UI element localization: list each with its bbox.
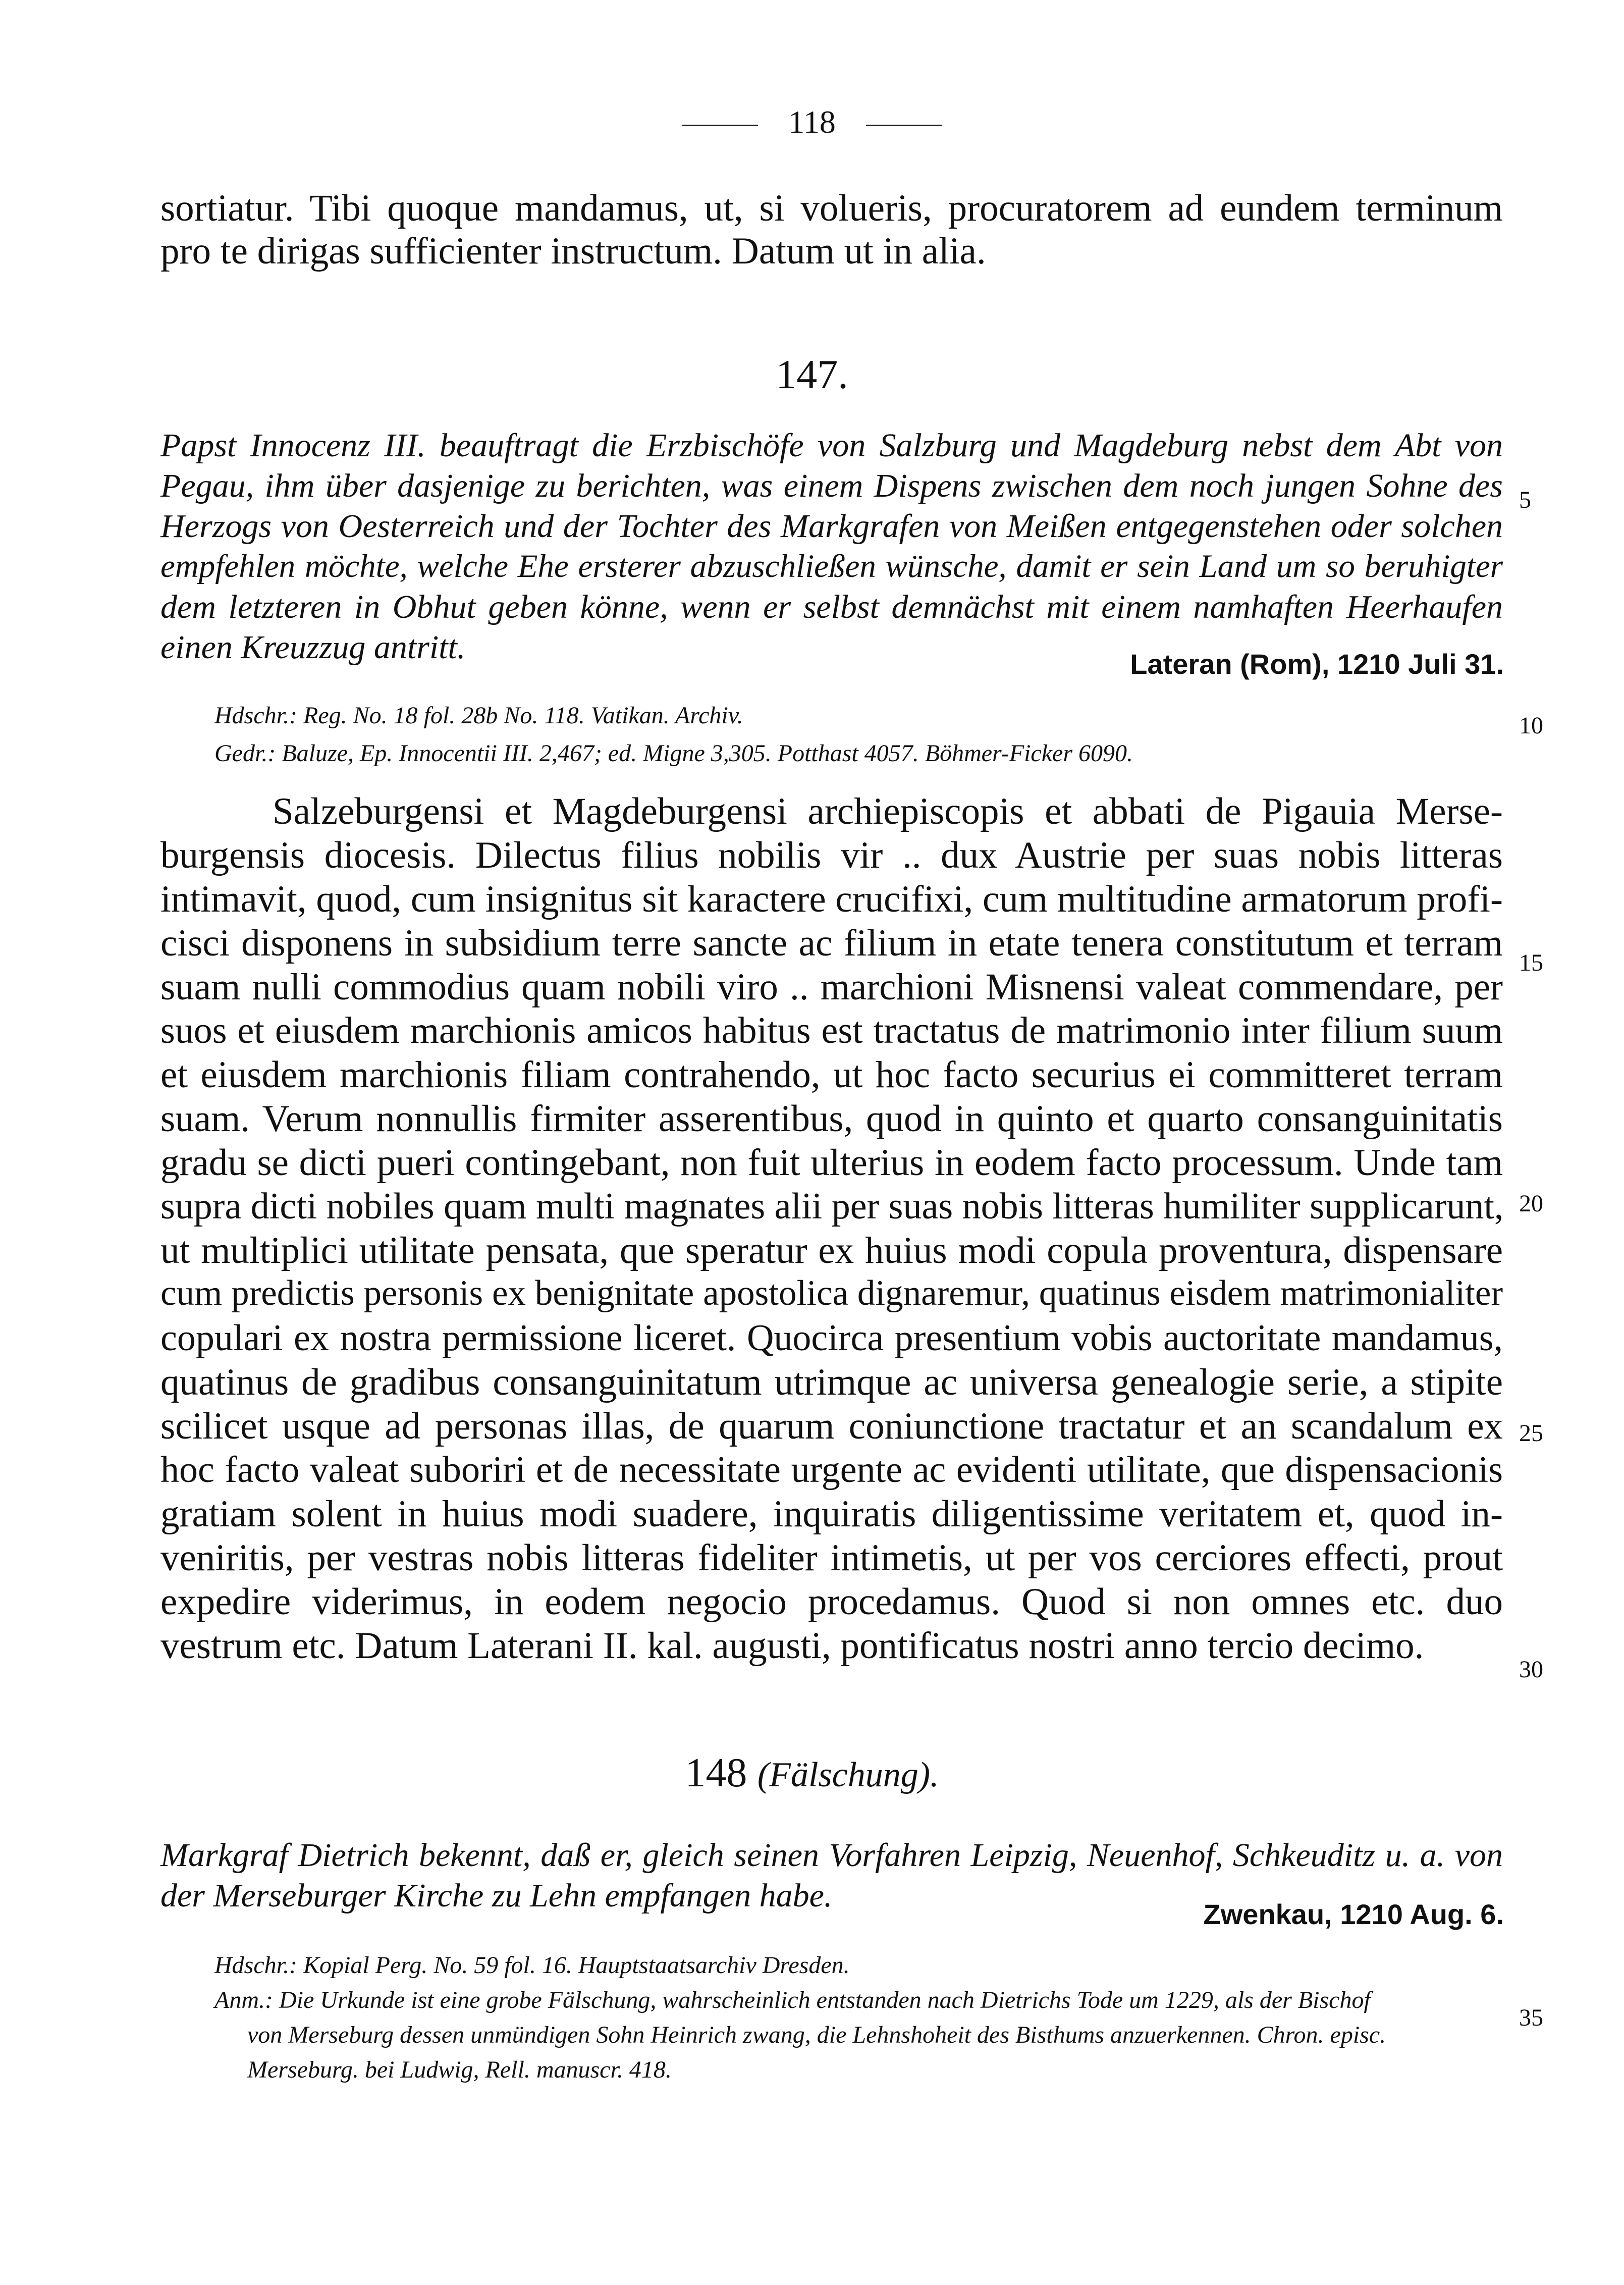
- continuation-line: pro te dirigas sufficienter instructum. Datum ut in alia.: [160, 230, 986, 272]
- margin-line-number: 25: [1519, 1420, 1543, 1447]
- text-line: suos et eiusdem marchionis amicos habitus est tractatus de matrimonio inter filium suum: [160, 1010, 1503, 1051]
- document-number: 148: [685, 1749, 747, 1795]
- text-line: gradu se dicti pueri contingebant, non fuit ulterius in eodem facto processum. Unde tam: [160, 1142, 1503, 1184]
- text-line: gratiam solent in huius modi suadere, inquiratis diligentissime veritatem et, quod in-: [160, 1493, 1503, 1535]
- annotation-note: von Merseburg dessen unmündigen Sohn Heinrich zwang, die Lehnshoheit des Bisthums anzuerkennen. Chron. episc.: [247, 2022, 1386, 2048]
- margin-line-number: 35: [1519, 2004, 1543, 2031]
- regest-line: Herzogs von Oesterreich und der Tochter des Markgrafen von Meißen entgegenstehen oder solchen: [160, 508, 1503, 545]
- text-line: copulari ex nostra permissione liceret. Quocirca presentium vobis auctoritate mandamus,: [160, 1317, 1503, 1359]
- text-line: burgensis diocesis. Dilectus filius nobilis vir .. dux Austrie per suas nobis litteras: [160, 834, 1503, 876]
- annotation-note: Anm.: Die Urkunde ist eine grobe Fälschung, wahrscheinlich entstanden nach Dietrichs Tode um 1229, als der Bischof: [214, 1987, 1371, 2013]
- page-number: 118: [788, 104, 836, 140]
- margin-line-number: 20: [1519, 1190, 1543, 1217]
- margin-line-number: 30: [1519, 1656, 1543, 1683]
- text-line: Salzeburgensi et Magdeburgensi archiepiscopis et abbati de Pigauia Merse-: [273, 790, 1503, 832]
- continuation-line: sortiatur. Tibi quoque mandamus, ut, si volueris, procuratorem ad eundem terminum: [160, 187, 1503, 229]
- document-number-148: [0, 1749, 1624, 1796]
- regest-line: dem letzteren in Obhut geben könne, wenn er selbst demnächst mit einem namhaften Heerhaufen: [160, 589, 1503, 625]
- text-line: intimavit, quod, cum insignitus sit karactere crucifixi, cum multitudine armatorum profi-: [160, 878, 1503, 920]
- text-line: expedire viderimus, in eodem negocio procedamus. Quod si non omnes etc. duo: [160, 1581, 1503, 1623]
- regest-line: Pegau, ihm über dasjenige zu berichten, was einem Dispens zwischen dem noch jungen Sohne des: [160, 467, 1503, 504]
- text-line: et eiusdem marchionis filiam contrahendo, ut hoc facto securius ei committeret terram: [160, 1054, 1503, 1096]
- text-line: veniritis, per vestras nobis litteras fideliter intimetis, ut per vos cerciores effecti, prout: [160, 1537, 1503, 1579]
- source-note: Gedr.: Baluze, Ep. Innocentii III. 2,467; ed. Migne 3,305. Potthast 4057. Böhmer-Ficker 6090.: [214, 740, 1133, 767]
- header-rule-left: [682, 125, 758, 126]
- regest-line: Papst Innocenz III. beauftragt die Erzbischöfe von Salzburg und Magdeburg nebst dem Abt von: [160, 427, 1503, 464]
- text-line: quatinus de gradibus consanguinitatum utrimque ac universa genealogie serie, a stipite: [160, 1361, 1503, 1403]
- document-label: (Fälschung).: [757, 1756, 939, 1794]
- text-line: supra dicti nobiles quam multi magnates alii per suas nobis litteras humiliter supplicarunt,: [160, 1186, 1504, 1227]
- text-line: cisci disponens in subsidium terre sancte ac filium in etate tenera constitutum et terram: [160, 922, 1503, 964]
- text-line: vestrum etc. Datum Laterani II. kal. augusti, pontificatus nostri anno tercio decimo.: [160, 1625, 1424, 1667]
- archive-note: Hdschr.: Kopial Perg. No. 59 fol. 16. Hauptstaatsarchiv Dresden.: [214, 1952, 850, 1979]
- regest-line: Markgraf Dietrich bekennt, daß er, gleich seinen Vorfahren Leipzig, Neuenhof, Schkeuditz u. a. von: [160, 1837, 1503, 1874]
- margin-line-number: 5: [1519, 487, 1531, 513]
- source-note: Hdschr.: Reg. No. 18 fol. 28b No. 118. Vatikan. Archiv.: [214, 702, 743, 729]
- text-line: suam. Verum nonnullis firmiter asserentibus, quod in quinto et quarto consanguinitatis: [160, 1098, 1503, 1140]
- text-line: scilicet usque ad personas illas, de quarum coniunctione tractatur et an scandalum ex: [160, 1405, 1503, 1447]
- document-number-147: 147.: [776, 351, 848, 397]
- header-rule-right: [866, 125, 942, 126]
- place-date: Zwenkau, 1210 Aug. 6.: [1203, 1898, 1504, 1930]
- place-date: Lateran (Rom), 1210 Juli 31.: [1130, 648, 1504, 680]
- regest-line: einen Kreuzzug antritt.: [160, 629, 466, 666]
- regest-line: der Merseburger Kirche zu Lehn empfangen habe.: [160, 1877, 833, 1914]
- page-header: [0, 103, 1624, 141]
- text-line: hoc facto valeat suboriri et de necessitate urgente ac evidenti utilitate, que dispensacionis: [160, 1449, 1503, 1491]
- regest-line: empfehlen möchte, welche Ehe ersterer abzuschließen wünsche, damit er sein Land um so beruhigter: [160, 548, 1503, 584]
- text-line: cum predictis personis ex benignitate apostolica dignaremur, quatinus eisdem matrimonialiter: [160, 1273, 1503, 1313]
- annotation-note: Merseburg. bei Ludwig, Rell. manuscr. 418.: [247, 2056, 672, 2083]
- text-line: suam nulli commodius quam nobili viro .. marchioni Misnensi valeat commendare, per: [160, 966, 1503, 1008]
- margin-line-number: 15: [1519, 949, 1543, 976]
- text-line: ut multiplici utilitate pensata, que speratur ex huius modi copula proventura, dispensare: [160, 1230, 1503, 1271]
- margin-line-number: 10: [1519, 712, 1543, 739]
